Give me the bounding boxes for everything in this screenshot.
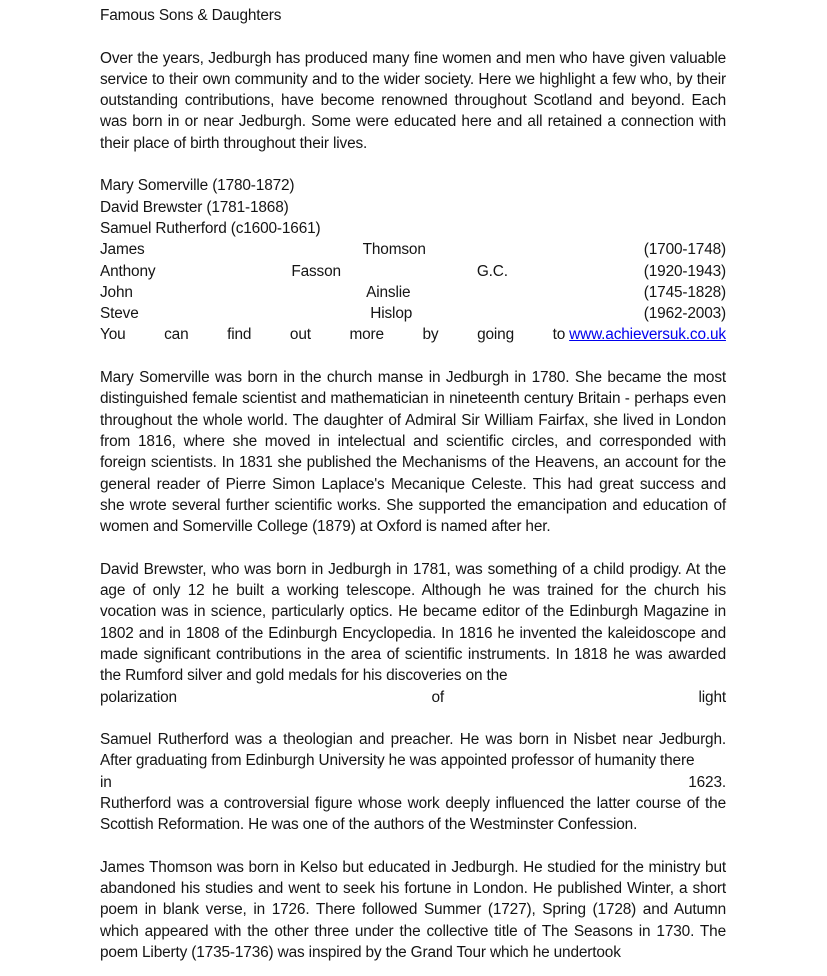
more-info-line bbox=[100, 324, 726, 345]
spacer bbox=[100, 154, 726, 175]
list-item bbox=[100, 303, 726, 324]
spacer bbox=[100, 708, 726, 729]
list-item bbox=[100, 261, 726, 282]
brewster-word: of bbox=[431, 688, 444, 706]
person-word: Anthony bbox=[100, 262, 156, 280]
rutherford-split-line bbox=[100, 772, 726, 793]
rutherford-word: 1623. bbox=[688, 773, 726, 791]
more-info-word: can bbox=[164, 326, 189, 344]
brewster-last-line bbox=[100, 687, 726, 708]
rutherford-paragraph: Samuel Rutherford was a theologian and preacher. He was born in Nisbet near Jedburgh. After graduating from Edinburgh University he was appointed professor of humanity there bbox=[100, 731, 726, 770]
list-item bbox=[100, 239, 726, 260]
spacer bbox=[100, 26, 726, 47]
list-item bbox=[100, 218, 726, 239]
brewster-word: polarization bbox=[100, 688, 177, 706]
more-info-word: out bbox=[289, 326, 311, 344]
person-entry: Mary Somerville (1780-1872) bbox=[100, 177, 295, 195]
rutherford-paragraph-continued: Rutherford was a controversial figure whose work deeply influenced the latter course of the Scottish Reformation. He was one of the authors of the Westminster Confession. bbox=[100, 794, 726, 834]
person-word: (1920-1943) bbox=[643, 262, 726, 280]
list-item bbox=[100, 282, 726, 303]
person-word: Thomson bbox=[362, 241, 426, 259]
people-list bbox=[100, 175, 726, 345]
list-item bbox=[100, 197, 726, 218]
person-word: Ainslie bbox=[366, 283, 411, 301]
person-word: (1700-1748) bbox=[643, 241, 726, 259]
somerville-paragraph: Mary Somerville was born in the church manse in Jedburgh in 1780. She became the most distinguished female scientist and mathematician in nineteenth century Britain - perhaps even throughout the whole world. The daughter of Admiral Sir William Fairfax, she lived in London from 1816, where she moved in intelectual and scientific circles, and corresponded with foreign scientists. In 1831 she published the Mechanisms of the Heavens, an account for the general reader of Pierre Simon Laplace's Mecanique Celeste. This had great success and she wrote several further scientific works. She supported the emancipation and education of women and Somerville College (1879) at Oxford is named after her. bbox=[100, 369, 726, 536]
more-info-word: by bbox=[422, 326, 439, 344]
to-link-group bbox=[553, 324, 726, 345]
document-page bbox=[100, 5, 726, 963]
person-entry: Samuel Rutherford (c1600-1661) bbox=[100, 219, 321, 237]
person-word: James bbox=[100, 241, 145, 259]
person-word: Steve bbox=[100, 305, 139, 323]
brewster-word: light bbox=[698, 688, 726, 706]
more-info-word: find bbox=[227, 326, 252, 344]
more-info-word: You bbox=[100, 326, 126, 344]
person-word: (1962-2003) bbox=[643, 305, 726, 323]
achieversuk-link[interactable]: www.achieversuk.co.uk bbox=[569, 326, 726, 344]
thomson-paragraph: James Thomson was born in Kelso but educated in Jedburgh. He studied for the ministry but abandoned his studies and went to seek his fortune in London. He published Winter, a short poem in blank verse, in 1726. There followed Summer (1727), Spring (1728) and Autumn which appeared with the other three under the collective title of The Seasons in 1730. The poem Liberty (1735-1736) was inspired by the Grand Tour which he undertook bbox=[100, 858, 726, 962]
spacer bbox=[100, 346, 726, 367]
person-word: Hislop bbox=[370, 305, 413, 323]
list-item bbox=[100, 175, 726, 196]
brewster-paragraph: David Brewster, who was born in Jedburgh in 1781, was something of a child prodigy. At the age of only 12 he built a working telescope. Although he was trained for the church his vocation was in science, particularly optics. He became editor of the Edinburgh Magazine in 1802 and in 1808 of the Edinburgh Encyclopedia. In 1816 he invented the kaleidoscope and made significant contributions in the area of scientific instruments. In 1818 he was awarded the Rumford silver and gold medals for his discoveries on the bbox=[100, 560, 726, 685]
person-word: G.C. bbox=[476, 262, 508, 280]
person-word: (1745-1828) bbox=[643, 283, 726, 301]
person-entry: David Brewster (1781-1868) bbox=[100, 198, 289, 216]
more-info-word: going bbox=[477, 326, 514, 344]
more-info-word: more bbox=[349, 326, 384, 344]
more-info-word: to bbox=[552, 326, 566, 344]
person-word: Fasson bbox=[291, 262, 341, 280]
page-title: Famous Sons & Daughters bbox=[100, 7, 282, 24]
intro-paragraph: Over the years, Jedburgh has produced many fine women and men who have given valuable service to their own community and to the wider society. Here we highlight a few who, by their outstanding contributions, have become renowned throughout Scotland and beyond. Each was born in or near Jedburgh. Some were educated here and all retained a connection with their place of birth throughout their lives. bbox=[100, 49, 726, 152]
rutherford-word: in bbox=[100, 773, 112, 791]
person-word: John bbox=[100, 283, 133, 301]
spacer bbox=[100, 836, 726, 857]
spacer bbox=[100, 537, 726, 558]
